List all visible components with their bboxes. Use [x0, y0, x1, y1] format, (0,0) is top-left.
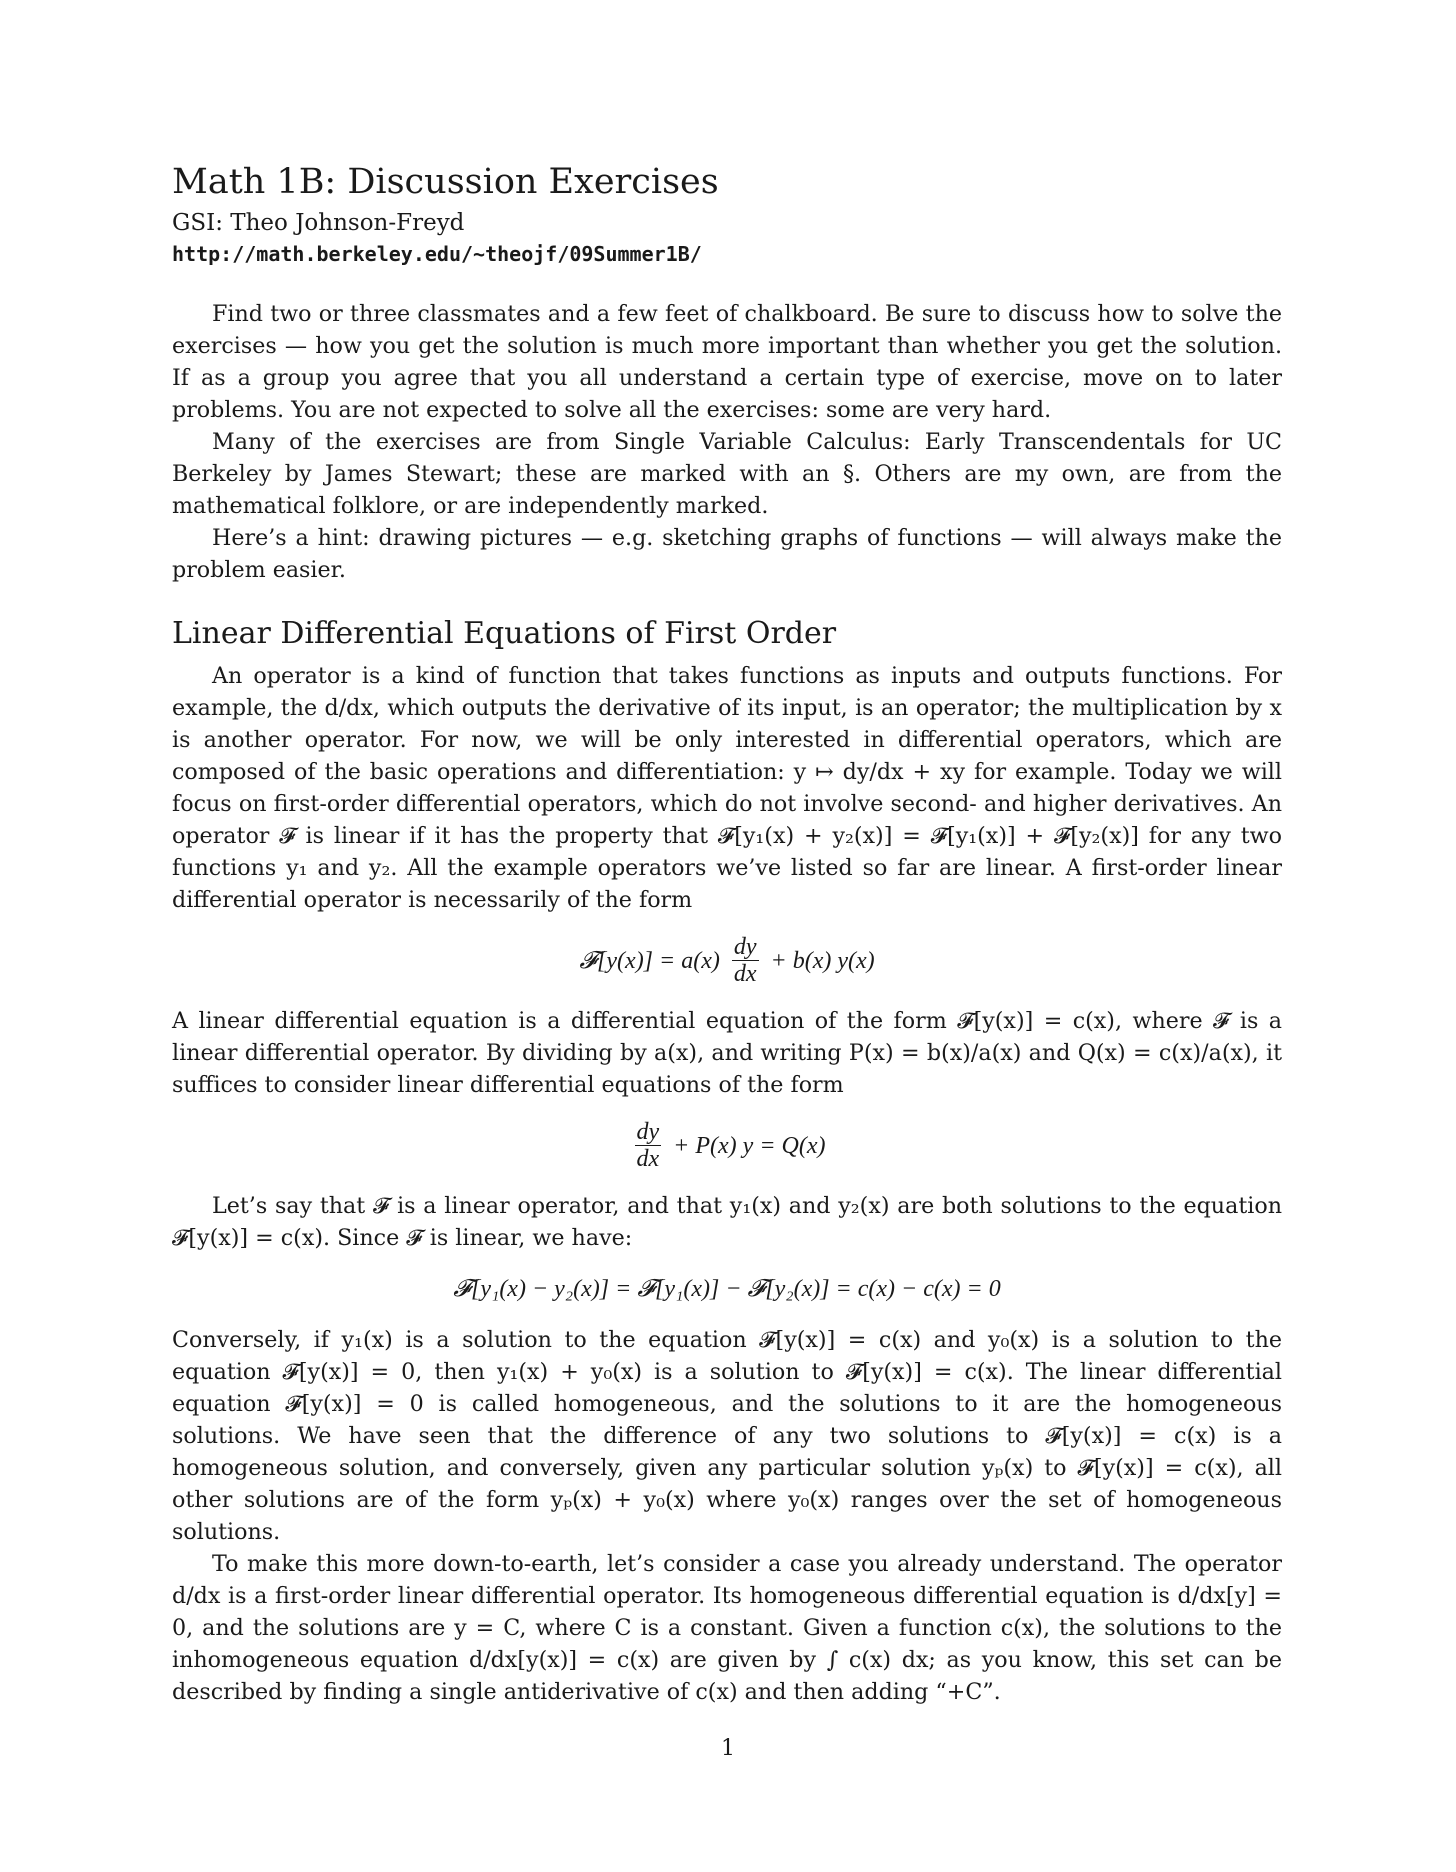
course-url[interactable]: http://math.berkeley.edu/~theojf/09Summer1B/: [172, 242, 702, 266]
equation-standard-form: [172, 1119, 1282, 1172]
equation-2-denominator: dx: [636, 1146, 660, 1172]
equation-2-fraction: [635, 1119, 662, 1172]
equation-1-denominator: dx: [733, 961, 757, 987]
equation-2-numerator: dy: [636, 1119, 660, 1145]
equation-1-lhs: 𝓕[y(x)] = a(x): [579, 947, 726, 974]
equation-linearity: [172, 1272, 1282, 1306]
section-paragraph-2: A linear differential equation is a differential equation of the form 𝓕[y(x)] = c(x), where 𝓕 is a linear differential operator. By dividing by a(x), and writing P(x) = b(x)/a(x) and Q(x) = c(x)/a(x), it suffices to consider linear differential equations of the form: [172, 1008, 1282, 1098]
equation-2-rhs: + P(x) y = Q(x): [667, 1132, 826, 1159]
section-paragraph-5: To make this more down-to-earth, let’s consider a case you already understand. The operator d/dx is a first-order linear differential operator. Its homogeneous differential equation is d/dx[y] = 0, and the solutions are y = C, where C is a constant. Given a function c(x), the solutions to the inhomogeneous equation d/dx[y(x)] = c(x) are given by ∫ c(x) dx; as you know, this set can be described by finding a single antiderivative of c(x) and then adding “+C”.: [172, 1551, 1282, 1705]
equation-1-rhs: + b(x) y(x): [764, 947, 875, 974]
equation-3: 𝓕[y₁(x) − y₂(x)] = 𝓕[y₁(x)] − 𝓕[y₂(x)] = c(x) − c(x) = 0: [453, 1276, 1001, 1302]
equation-operator-form: [172, 934, 1282, 987]
section-heading: Linear Differential Equations of First Order: [172, 616, 837, 651]
equation-1-fraction: [732, 934, 759, 987]
intro-paragraph-2: Many of the exercises are from Single Variable Calculus: Early Transcendentals for UC Berkeley by James Stewart; these are marked with an §. Others are my own, are from the mathematical folklore, or are independently marked.: [172, 429, 1282, 519]
page-number: 1: [721, 1736, 735, 1761]
equation-1-numerator: dy: [733, 934, 757, 960]
section-paragraph-1: An operator is a kind of function that takes functions as inputs and outputs functions. For example, the d/dx, which outputs the derivative of its input, is an operator; the multiplication by x is another operator. For now, we will be only interested in differential operators, which are composed of the basic operations and differentiation: y ↦ dy/dx + xy for example. Today we will focus on first-order differential operators, which do not involve second- and higher derivatives. An operator 𝓕 is linear if it has the property that 𝓕[y₁(x) + y₂(x)] = 𝓕[y₁(x)] + 𝓕[y₂(x)] for any two functions y₁ and y₂. All the example operators we’ve listed so far are linear. A first-order linear differential operator is necessarily of the form: [172, 663, 1282, 913]
section-paragraph-4: Conversely, if y₁(x) is a solution to the equation 𝓕[y(x)] = c(x) and y₀(x) is a solution to the equation 𝓕[y(x)] = 0, then y₁(x) + y₀(x) is a solution to 𝓕[y(x)] = c(x). The linear differential equation 𝓕[y(x)] = 0 is called homogeneous, and the solutions to it are the homogeneous solutions. We have seen that the difference of any two solutions to 𝓕[y(x)] = c(x) is a homogeneous solution, and conversely, given any particular solution yₚ(x) to 𝓕[y(x)] = c(x), all other solutions are of the form yₚ(x) + y₀(x) where y₀(x) ranges over the set of homogeneous solutions.: [172, 1327, 1282, 1545]
document-page: [172, 160, 1282, 1708]
page-title: Math 1B: Discussion Exercises: [172, 162, 719, 202]
intro-paragraph-1: Find two or three classmates and a few feet of chalkboard. Be sure to discuss how to solve the exercises — how you get the solution is much more important than whether you get the solution. If as a group you agree that you all understand a certain type of exercise, move on to later problems. You are not expected to solve all the exercises: some are very hard.: [172, 301, 1282, 423]
gsi-line: GSI: Theo Johnson-Freyd: [172, 210, 465, 236]
section-paragraph-3: Let’s say that 𝓕 is a linear operator, and that y₁(x) and y₂(x) are both solutions to the equation 𝓕[y(x)] = c(x). Since 𝓕 is linear, we have:: [172, 1193, 1282, 1251]
intro-paragraph-3: Here’s a hint: drawing pictures — e.g. sketching graphs of functions — will always make the problem easier.: [172, 525, 1282, 583]
intro-section: [172, 298, 1282, 586]
